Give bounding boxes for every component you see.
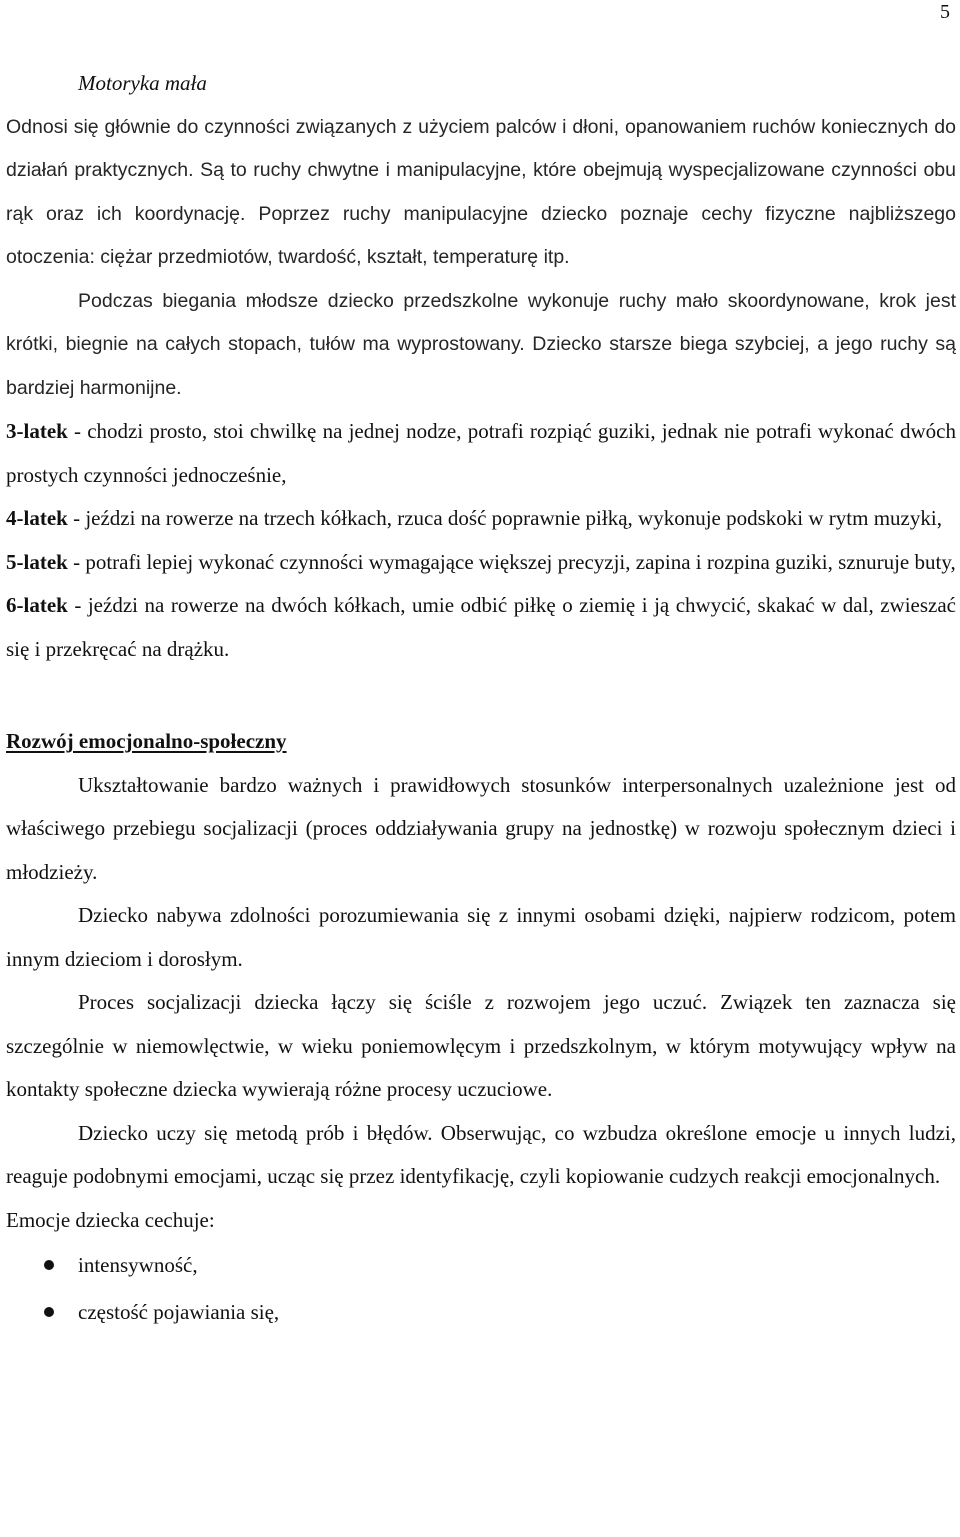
age-item-4 <box>6 497 956 541</box>
bullet-icon <box>44 1260 54 1270</box>
age-description: - jeździ na rowerze na dwóch kółkach, umie odbić piłkę o ziemię i ją chwycić, skakać w dal, zwieszać się i przekręcać na drążku. <box>6 593 956 661</box>
age-description: - potrafi lepiej wykonać czynności wymagające większej precyzji, zapina i rozpina guziki, sznuruje buty, <box>67 549 956 574</box>
age-label: 4-latek <box>6 506 68 530</box>
age-label: 3-latek <box>6 419 68 443</box>
list-item <box>6 1289 956 1336</box>
emotions-intro: Emocje dziecka cechuje: <box>6 1207 215 1232</box>
fine-motor-paragraph-2: Podczas biegania młodsze dziecko przedszkolne wykonuje ruchy mało skoordynowane, krok jest krótki, biegnie na całych stopach, tułów ma wyprostowany. Dziecko starsze biega szybciej, a jego ruchy są bardziej harmonijne. <box>6 289 956 399</box>
list-item-text: częstość pojawiania się, <box>78 1300 280 1324</box>
social-paragraph-3: Proces socjalizacji dziecka łączy się ściśle z rozwojem jego uczuć. Związek ten zaznacza się szczególnie w niemowlęctwie, w wieku poniemowlęcym i przedszkolnym, w którym motywujący wpływ na kontakty społeczne dziecka wywierają różne procesy uczuciowe. <box>6 990 956 1101</box>
fine-motor-paragraph-1: Odnosi się głównie do czynności związanych z użyciem palców i dłoni, opanowaniem ruchów koniecznych do działań praktycznych. Są to ruchy chwytne i manipulacyjne, które obejmują wyspecjalizowane czynności obu rąk oraz ich koordynację. Poprzez ruchy manipulacyjne dziecko poznaje cechy fizyczne najbliższego otoczenia: ciężar przedmiotów, twardość, kształt, temperaturę itp. <box>6 115 956 268</box>
list-item-text: intensywność, <box>78 1253 198 1277</box>
social-paragraph-4: Dziecko uczy się metodą prób i błędów. Obserwując, co wzbudza określone emocje u innych ludzi, reaguje podobnymi emocjami, ucząc się przez identyfikację, czyli kopiowanie cudzych reakcji emocjonalnych. <box>6 1120 956 1188</box>
bullet-icon <box>44 1307 54 1317</box>
social-development-heading: Rozwój emocjonalno-społeczny <box>6 729 287 753</box>
page-number: 5 <box>940 1 950 23</box>
fine-motor-heading: Motoryka mała <box>78 71 207 95</box>
social-paragraph-1: Ukształtowanie bardzo ważnych i prawidłowych stosunków interpersonalnych uzależnione jest od właściwego przebiegu socjalizacji (proces oddziaływania grupy na jednostkę) w rozwoju społecznym dzieci i młodzieży. <box>6 772 956 884</box>
age-label: 6-latek <box>6 593 68 617</box>
age-description: - chodzi prosto, stoi chwilkę na jednej nodze, potrafi rozpiąć guziki, jednak nie potrafi wykonać dwóch prostych czynności jednocześnie, <box>6 419 956 487</box>
age-item-5 <box>6 541 956 585</box>
age-description: - jeździ na rowerze na trzech kółkach, rzuca dość poprawnie piłką, wykonuje podskoki w rytm muzyki, <box>67 506 942 530</box>
list-item <box>6 1242 956 1289</box>
age-item-3 <box>6 410 956 497</box>
emotions-list <box>6 1242 956 1336</box>
age-item-6 <box>6 584 956 671</box>
document-page <box>6 0 956 1537</box>
social-paragraph-2: Dziecko nabywa zdolności porozumiewania się z innymi osobami dzięki, najpierw rodzicom, potem innym dzieciom i dorosłym. <box>6 903 956 971</box>
age-label: 5-latek <box>6 549 68 574</box>
